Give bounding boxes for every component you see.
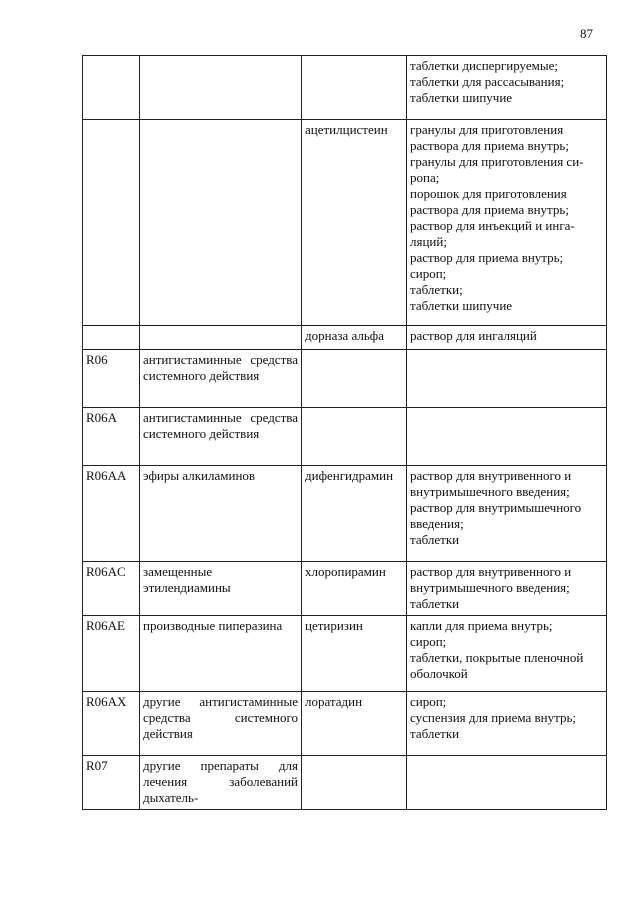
dosage-form-line: таблетки: [410, 532, 460, 547]
dosage-form-line: раствор для инъекций и инга-: [410, 218, 575, 233]
dosage-form-line: введения;: [410, 516, 464, 531]
drug-name-cell: дифенгидрамин: [302, 466, 407, 562]
dosage-form-line: раствора для приема внутрь;: [410, 202, 569, 217]
dosage-form-line: раствор для внутривенного и: [410, 468, 572, 483]
table-row: [83, 56, 607, 120]
dosage-form-line: таблетки диспергируемые;: [410, 58, 558, 73]
dosage-form-line: сироп;: [410, 634, 447, 649]
dosage-form-line: таблетки, покрытые пленочной: [410, 650, 584, 665]
dosage-form-line: сироп;: [410, 266, 447, 281]
dosage-form-line: гранулы для приготовления: [410, 122, 564, 137]
pharmacological-group-cell: эфиры алкиламинов: [140, 466, 302, 562]
dosage-form-line: сироп;: [410, 694, 447, 709]
drug-name-cell: [302, 350, 407, 408]
drug-name-cell: хлоропирамин: [302, 562, 407, 616]
dosage-form-line: оболочкой: [410, 666, 468, 681]
pharmacological-group-cell: [140, 326, 302, 350]
atc-code-cell: [83, 56, 140, 120]
dosage-form-line: гранулы для приготовления си-: [410, 154, 584, 169]
pharmacological-group-cell: [140, 56, 302, 120]
dosage-forms-cell: [407, 408, 607, 466]
dosage-form-line: суспензия для приема внутрь;: [410, 710, 577, 725]
dosage-form-line: раствор для приема внутрь;: [410, 250, 564, 265]
dosage-form-line: таблетки: [410, 596, 460, 611]
dosage-form-line: внутримышечного введения;: [410, 580, 570, 595]
table-row: [83, 756, 607, 810]
atc-code-cell: [83, 120, 140, 326]
dosage-form-line: внутримышечного введения;: [410, 484, 570, 499]
drug-name-cell: лоратадин: [302, 692, 407, 756]
atc-code-cell: R06AE: [83, 616, 140, 692]
atc-code-cell: R06AX: [83, 692, 140, 756]
dosage-form-line: раствор для внутримышечного: [410, 500, 582, 515]
table-row: [83, 616, 607, 692]
drug-name-cell: [302, 756, 407, 810]
dosage-form-line: ропа;: [410, 170, 440, 185]
dosage-forms-cell: [407, 616, 607, 692]
dosage-forms-cell: [407, 466, 607, 562]
drug-name-cell: цетиризин: [302, 616, 407, 692]
drug-name-cell: [302, 56, 407, 120]
table-row: [83, 120, 607, 326]
atc-code-cell: R06: [83, 350, 140, 408]
dosage-forms-cell: [407, 692, 607, 756]
atc-code-cell: R06AC: [83, 562, 140, 616]
atc-code-cell: R06A: [83, 408, 140, 466]
dosage-form-line: порошок для приготовления: [410, 186, 567, 201]
pharmacological-group-cell: антигистаминные средства системного действия: [140, 408, 302, 466]
pharmacological-group-cell: производные пиперазина: [140, 616, 302, 692]
table-row: [83, 692, 607, 756]
table-row: [83, 326, 607, 350]
dosage-form-line: раствор для внутривенного и: [410, 564, 572, 579]
dosage-forms-cell: [407, 350, 607, 408]
page-number: 87: [580, 26, 593, 41]
table-row: [83, 408, 607, 466]
drug-name-cell: ацетилцистеин: [302, 120, 407, 326]
pharmacological-group-cell: замещенные этилендиамины: [140, 562, 302, 616]
drug-table: [82, 55, 607, 810]
dosage-form-line: таблетки для рассасывания;: [410, 74, 565, 89]
dosage-form-line: раствор для ингаляций: [410, 328, 537, 343]
dosage-form-line: таблетки шипучие: [410, 90, 513, 105]
dosage-form-line: таблетки;: [410, 282, 463, 297]
dosage-form-line: таблетки: [410, 726, 460, 741]
pharmacological-group-cell: другие антигистаминные средства системного действия: [140, 692, 302, 756]
table-row: [83, 562, 607, 616]
dosage-form-line: капли для приема внутрь;: [410, 618, 553, 633]
dosage-form-line: раствора для приема внутрь;: [410, 138, 569, 153]
atc-code-cell: R06AA: [83, 466, 140, 562]
dosage-forms-cell: [407, 326, 607, 350]
drug-name-cell: дорназа альфа: [302, 326, 407, 350]
dosage-forms-cell: [407, 756, 607, 810]
table-row: [83, 466, 607, 562]
dosage-forms-cell: [407, 120, 607, 326]
atc-code-cell: [83, 326, 140, 350]
drug-name-cell: [302, 408, 407, 466]
dosage-forms-cell: [407, 56, 607, 120]
dosage-forms-cell: [407, 562, 607, 616]
pharmacological-group-cell: антигистаминные средства системного действия: [140, 350, 302, 408]
pharmacological-group-cell: другие препараты для лечения заболеваний дыхатель-: [140, 756, 302, 810]
dosage-form-line: таблетки шипучие: [410, 298, 513, 313]
pharmacological-group-cell: [140, 120, 302, 326]
table-row: [83, 350, 607, 408]
dosage-form-line: ляций;: [410, 234, 447, 249]
atc-code-cell: R07: [83, 756, 140, 810]
drug-table-body: [83, 56, 607, 810]
